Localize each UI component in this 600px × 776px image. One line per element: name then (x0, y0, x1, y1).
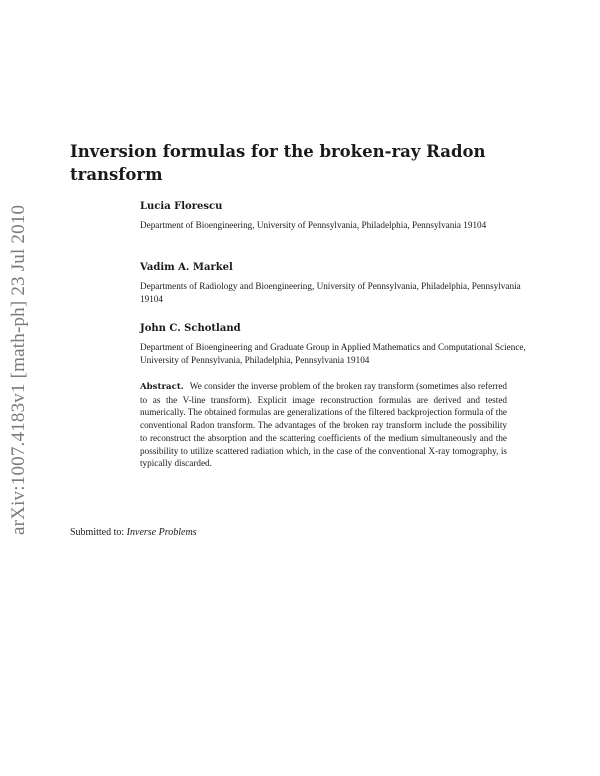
journal-name: Inverse Problems (126, 527, 197, 538)
author-name: Vadim A. Markel (140, 262, 233, 273)
author-block-3 (140, 322, 530, 367)
author-block-2 (140, 261, 530, 306)
abstract (140, 380, 507, 470)
author-name: John C. Schotland (140, 323, 241, 334)
abstract-text: We consider the inverse problem of the broken ray transform (sometimes also referred to as the V-line transform). Explicit image reconstruction formulas are derived and tested numerically. The obtained formulas are generalizations of the filtered backprojection formula of the conventional Radon transform. The advantages of the broken ray transform include the possibility to reconstruct the absorption and the scattering coefficients of the medium simultaneously and the possibility to utilize scattered radiation which, in the case of the conventional X-ray tomography, is typically discarded. (140, 381, 507, 469)
submission-note (70, 526, 197, 539)
author-name: Lucia Florescu (140, 201, 223, 212)
author-affiliation: Department of Bioengineering and Graduate Group in Applied Mathematics and Computational Science, University of Pennsylvania, Philadelphia, Pennsylvania 19104 (140, 342, 526, 365)
author-affiliation: Department of Bioengineering, University of Pennsylvania, Philadelphia, Pennsylvania 19104 (140, 220, 487, 230)
author-block-1 (140, 200, 530, 232)
arxiv-identifier-stamp: arXiv:1007.4183v1 [math-ph] 23 Jul 2010 (8, 204, 29, 535)
abstract-label: Abstract. (140, 382, 184, 392)
submitted-label: Submitted to: (70, 527, 125, 538)
author-affiliation: Departments of Radiology and Bioengineering, University of Pennsylvania, Philadelphia, Pennsylvania 19104 (140, 281, 521, 304)
paper-title: Inversion formulas for the broken-ray Radon transform (70, 142, 486, 184)
